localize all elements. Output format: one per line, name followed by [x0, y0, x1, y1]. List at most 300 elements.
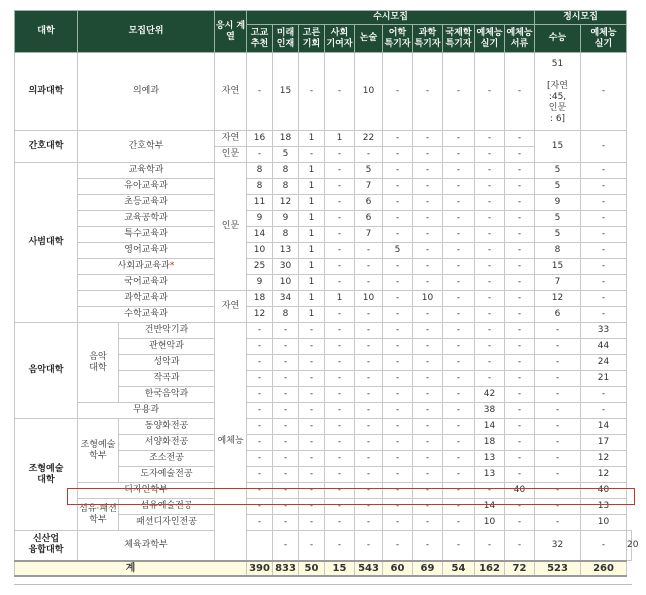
total-susi-value: 72: [505, 561, 535, 576]
header-susi-col: 사회 기여자: [325, 25, 355, 53]
cell-susi-value: 1: [299, 163, 325, 179]
cell-susi-value: 1: [299, 259, 325, 275]
cell-susi-value: -: [443, 163, 475, 179]
cell-susi-value: 10: [273, 275, 299, 291]
cell-susi-value: 10: [475, 515, 505, 531]
cell-susi-value: -: [505, 499, 535, 515]
cell-susi-value: -: [443, 435, 475, 451]
table-row: [15, 53, 632, 131]
cell-susi-value: -: [505, 131, 535, 147]
total-susi-value: 50: [299, 561, 325, 576]
cell-susi-value: -: [505, 147, 535, 163]
total-susi-value: 162: [475, 561, 505, 576]
cell-jeongsi-value: -: [581, 291, 627, 307]
cell-susi-value: -: [383, 195, 413, 211]
cell-susi-value: -: [325, 355, 355, 371]
cell-susi-value: -: [299, 339, 325, 355]
cell-susi-value: -: [443, 275, 475, 291]
cell-susi-value: -: [505, 371, 535, 387]
cell-susi-value: 8: [273, 227, 299, 243]
cell-susi-value: 1: [299, 243, 325, 259]
header-unit: 모집단위: [78, 11, 215, 53]
table-row: [15, 211, 632, 227]
unit-cell: 특수교육과: [78, 227, 215, 243]
cell-susi-value: -: [413, 387, 443, 403]
cell-susi-value: -: [299, 451, 325, 467]
cell-susi-value: -: [355, 419, 383, 435]
unit-cell: 초등교육과: [78, 195, 215, 211]
cell-susi-value: -: [325, 339, 355, 355]
cell-susi-value: -: [273, 451, 299, 467]
cell-susi-value: -: [247, 451, 273, 467]
track-cell: 자연: [215, 131, 247, 147]
total-label: 계: [15, 561, 247, 576]
cell-jeongsi-value: -: [535, 323, 581, 339]
cell-susi-value: -: [413, 323, 443, 339]
cell-jeongsi-value: 15: [535, 259, 581, 275]
cell-susi-value: -: [505, 339, 535, 355]
cell-susi-value: -: [443, 179, 475, 195]
cell-susi-value: 38: [475, 403, 505, 419]
cell-susi-value: -: [355, 499, 383, 515]
cell-susi-value: -: [355, 275, 383, 291]
cell-susi-value: -: [325, 483, 355, 499]
cell-susi-value: 12: [247, 307, 273, 323]
cell-jeongsi-value: -: [581, 275, 627, 291]
cell-susi-value: -: [475, 531, 505, 561]
cell-susi-value: -: [247, 147, 273, 163]
cell-susi-value: -: [413, 195, 443, 211]
cell-susi-value: -: [355, 243, 383, 259]
cell-susi-value: -: [475, 227, 505, 243]
cell-susi-value: -: [505, 275, 535, 291]
cell-susi-value: -: [325, 211, 355, 227]
cell-susi-value: 5: [383, 243, 413, 259]
cell-susi-value: -: [505, 53, 535, 131]
cell-susi-value: -: [325, 147, 355, 163]
header-track: 응시 계열: [215, 11, 247, 53]
cell-jeongsi-value: -: [535, 419, 581, 435]
cell-susi-value: -: [273, 323, 299, 339]
cell-jeongsi-value: 33: [581, 323, 627, 339]
header-susi-col: 국제학 특기자: [443, 25, 475, 53]
cell-susi-value: -: [247, 355, 273, 371]
table-row: [15, 419, 632, 435]
cell-susi-value: 1: [299, 307, 325, 323]
track-cell: 예체능: [215, 323, 247, 561]
cell-susi-value: -: [299, 515, 325, 531]
cell-susi-value: 18: [475, 435, 505, 451]
cell-jeongsi-value: -: [535, 403, 581, 419]
cell-susi-value: -: [247, 387, 273, 403]
total-susi-value: 833: [273, 561, 299, 576]
cell-jeongsi-value: -: [581, 243, 627, 259]
cell-susi-value: -: [355, 435, 383, 451]
cell-susi-value: -: [383, 227, 413, 243]
cell-susi-value: -: [383, 53, 413, 131]
cell-susi-value: -: [443, 451, 475, 467]
cell-susi-value: -: [505, 195, 535, 211]
total-susi-value: 15: [325, 561, 355, 576]
cell-susi-value: -: [505, 467, 535, 483]
unit-cell: 패션디자인전공: [119, 515, 215, 531]
cell-susi-value: -: [443, 227, 475, 243]
cell-susi-value: -: [505, 451, 535, 467]
cell-jeongsi-value: -: [581, 211, 627, 227]
cell-susi-value: -: [413, 227, 443, 243]
subdivision-cell: 섬유·패션 학부: [78, 499, 119, 531]
cell-susi-value: -: [443, 467, 475, 483]
unit-cell: 동양화전공: [119, 419, 215, 435]
cell-susi-value: 1: [325, 291, 355, 307]
cell-susi-value: -: [273, 371, 299, 387]
cell-jeongsi-value: -: [581, 53, 627, 131]
cell-susi-value: -: [273, 387, 299, 403]
table-row: [15, 227, 632, 243]
cell-susi-value: -: [273, 483, 299, 499]
cell-susi-value: -: [505, 227, 535, 243]
cell-susi-value: -: [299, 53, 325, 131]
table-row: [15, 291, 632, 307]
cell-susi-value: -: [355, 387, 383, 403]
cell-susi-value: -: [383, 435, 413, 451]
cell-susi-value: -: [383, 531, 413, 561]
cell-susi-value: -: [273, 355, 299, 371]
unit-cell: 서양화전공: [119, 435, 215, 451]
cell-jeongsi-value: -: [535, 515, 581, 531]
track-cell: 인문: [215, 163, 247, 291]
cell-jeongsi-value: -: [581, 227, 627, 243]
cell-jeongsi-value: 40: [581, 483, 627, 499]
cell-susi-value: -: [325, 387, 355, 403]
cell-susi-value: 10: [355, 53, 383, 131]
cell-jeongsi-value: -: [535, 467, 581, 483]
cell-susi-value: -: [325, 195, 355, 211]
cell-susi-value: -: [443, 371, 475, 387]
table-row: [15, 179, 632, 195]
cell-susi-value: -: [325, 451, 355, 467]
total-jeongsi-value: 523: [535, 561, 581, 576]
cell-susi-value: 9: [247, 211, 273, 227]
cell-susi-value: -: [355, 515, 383, 531]
cell-jeongsi-value: 20: [627, 531, 632, 561]
unit-cell: 성악과: [119, 355, 215, 371]
cell-susi-value: -: [413, 355, 443, 371]
cell-susi-value: -: [325, 371, 355, 387]
unit-cell: 한국음악과: [119, 387, 215, 403]
unit-cell: 건반악기과: [119, 323, 215, 339]
cell-susi-value: -: [443, 403, 475, 419]
cell-susi-value: -: [355, 467, 383, 483]
cell-susi-value: -: [383, 307, 413, 323]
college-cell: 신산업 융합대학: [15, 531, 78, 561]
subdivision-cell: 음악 대학: [78, 323, 119, 403]
cell-susi-value: -: [299, 387, 325, 403]
cell-susi-value: 14: [475, 419, 505, 435]
cell-susi-value: -: [443, 307, 475, 323]
cell-susi-value: 22: [355, 131, 383, 147]
cell-susi-value: -: [413, 419, 443, 435]
cell-susi-value: 34: [273, 291, 299, 307]
cell-susi-value: -: [443, 531, 475, 561]
cell-susi-value: -: [383, 483, 413, 499]
cell-susi-value: -: [505, 515, 535, 531]
cell-jeongsi-value: -: [535, 483, 581, 499]
cell-susi-value: -: [413, 307, 443, 323]
cell-susi-value: -: [413, 243, 443, 259]
cell-susi-value: 16: [247, 131, 273, 147]
cell-susi-value: -: [383, 387, 413, 403]
cell-susi-value: -: [413, 339, 443, 355]
cell-susi-value: -: [273, 531, 299, 561]
cell-jeongsi-value: -: [581, 179, 627, 195]
cell-susi-value: 1: [299, 275, 325, 291]
cell-susi-value: 8: [273, 163, 299, 179]
cell-susi-value: -: [505, 291, 535, 307]
cell-susi-value: 5: [273, 147, 299, 163]
cell-susi-value: -: [413, 403, 443, 419]
cell-jeongsi-value: 12: [581, 451, 627, 467]
cell-susi-value: -: [443, 147, 475, 163]
cell-jeongsi-value: 17: [581, 435, 627, 451]
cell-susi-value: -: [247, 53, 273, 131]
table-row: [15, 307, 632, 323]
cell-susi-value: -: [475, 371, 505, 387]
cell-susi-value: 7: [355, 227, 383, 243]
cell-susi-value: -: [443, 515, 475, 531]
cell-jeongsi-value: -: [581, 131, 627, 163]
cell-jeongsi-value: 51 [자연 :45, 인문 : 6]: [535, 53, 581, 131]
cell-susi-value: 13: [475, 451, 505, 467]
total-jeongsi-value: 260: [581, 561, 627, 576]
cell-susi-value: -: [383, 291, 413, 307]
cell-jeongsi-value: 10: [581, 515, 627, 531]
cell-susi-value: -: [443, 339, 475, 355]
cell-susi-value: 8: [247, 179, 273, 195]
cell-susi-value: -: [475, 131, 505, 147]
cell-susi-value: -: [299, 435, 325, 451]
cell-jeongsi-value: -: [581, 195, 627, 211]
header-susi-col: 예체능 실기: [475, 25, 505, 53]
unit-cell: 간호학부: [78, 131, 215, 163]
cell-jeongsi-value: 44: [581, 339, 627, 355]
cell-susi-value: -: [325, 531, 355, 561]
header-college: 대학: [15, 11, 78, 53]
cell-susi-value: -: [413, 515, 443, 531]
cell-susi-value: -: [273, 467, 299, 483]
cell-susi-value: -: [325, 515, 355, 531]
cell-jeongsi-value: 5: [535, 211, 581, 227]
cell-jeongsi-value: 13: [581, 499, 627, 515]
cell-susi-value: -: [325, 53, 355, 131]
cell-susi-value: -: [355, 339, 383, 355]
cell-susi-value: -: [325, 163, 355, 179]
cell-jeongsi-value: -: [581, 163, 627, 179]
cell-susi-value: -: [383, 131, 413, 147]
cell-susi-value: -: [325, 179, 355, 195]
unit-cell: 교육학과: [78, 163, 215, 179]
cell-susi-value: -: [273, 419, 299, 435]
cell-susi-value: -: [383, 419, 413, 435]
cell-susi-value: 13: [475, 467, 505, 483]
cell-susi-value: -: [505, 323, 535, 339]
cell-susi-value: -: [299, 147, 325, 163]
cell-susi-value: -: [443, 419, 475, 435]
cell-susi-value: -: [355, 531, 383, 561]
cell-susi-value: -: [505, 307, 535, 323]
cell-susi-value: -: [383, 323, 413, 339]
college-cell: 간호대학: [15, 131, 78, 163]
cell-susi-value: -: [475, 147, 505, 163]
cell-susi-value: -: [355, 147, 383, 163]
cell-susi-value: -: [299, 323, 325, 339]
cell-susi-value: 12: [273, 195, 299, 211]
cell-susi-value: -: [325, 499, 355, 515]
cell-susi-value: 14: [247, 227, 273, 243]
cell-susi-value: -: [475, 53, 505, 131]
bottom-rule: [14, 584, 632, 585]
cell-jeongsi-value: -: [535, 387, 581, 403]
cell-jeongsi-value: 6: [535, 307, 581, 323]
cell-susi-value: 6: [355, 195, 383, 211]
cell-jeongsi-value: 5: [535, 163, 581, 179]
cell-susi-value: -: [247, 419, 273, 435]
cell-susi-value: -: [475, 275, 505, 291]
table-row: [15, 499, 632, 515]
cell-jeongsi-value: 5: [535, 179, 581, 195]
cell-susi-value: 9: [247, 275, 273, 291]
header-jeongsi: 정시모집: [535, 11, 627, 25]
cell-susi-value: -: [505, 163, 535, 179]
cell-susi-value: 5: [355, 163, 383, 179]
cell-susi-value: -: [475, 291, 505, 307]
cell-susi-value: -: [299, 499, 325, 515]
table-row: [15, 531, 632, 561]
college-cell: 의과대학: [15, 53, 78, 131]
cell-jeongsi-value: -: [581, 531, 627, 561]
header-jeongsi-col: 예체능 실기: [581, 25, 627, 53]
cell-jeongsi-value: -: [581, 387, 627, 403]
table-row: [15, 275, 632, 291]
cell-susi-value: -: [325, 403, 355, 419]
cell-susi-value: -: [443, 259, 475, 275]
cell-susi-value: -: [299, 483, 325, 499]
cell-susi-value: -: [475, 195, 505, 211]
cell-susi-value: -: [413, 499, 443, 515]
unit-cell: 유아교육과: [78, 179, 215, 195]
cell-jeongsi-value: -: [535, 435, 581, 451]
college-cell: 사범대학: [15, 163, 78, 323]
cell-susi-value: -: [443, 243, 475, 259]
cell-susi-value: -: [505, 355, 535, 371]
header-susi-col: 미래 인재: [273, 25, 299, 53]
cell-susi-value: -: [413, 147, 443, 163]
college-cell: 조형예술 대학: [15, 419, 78, 531]
cell-susi-value: -: [475, 211, 505, 227]
cell-susi-value: -: [383, 371, 413, 387]
header-susi-col: 논술: [355, 25, 383, 53]
cell-susi-value: 1: [299, 195, 325, 211]
cell-susi-value: -: [383, 339, 413, 355]
cell-susi-value: 1: [299, 179, 325, 195]
cell-jeongsi-value: -: [581, 307, 627, 323]
unit-cell: 수학교육과: [78, 307, 215, 323]
track-cell: 자연: [215, 53, 247, 131]
cell-susi-value: 1: [299, 291, 325, 307]
cell-susi-value: -: [355, 307, 383, 323]
cell-susi-value: -: [505, 259, 535, 275]
cell-susi-value: -: [299, 531, 325, 561]
cell-jeongsi-value: -: [535, 371, 581, 387]
cell-susi-value: -: [247, 499, 273, 515]
cell-susi-value: -: [413, 467, 443, 483]
track-cell: [247, 531, 273, 561]
cell-jeongsi-value: -: [581, 259, 627, 275]
cell-susi-value: -: [413, 435, 443, 451]
cell-susi-value: -: [355, 371, 383, 387]
cell-susi-value: -: [355, 355, 383, 371]
cell-susi-value: -: [505, 387, 535, 403]
cell-susi-value: -: [475, 339, 505, 355]
cell-susi-value: 14: [475, 499, 505, 515]
cell-susi-value: -: [413, 371, 443, 387]
cell-susi-value: -: [299, 355, 325, 371]
cell-susi-value: -: [443, 195, 475, 211]
cell-jeongsi-value: -: [535, 339, 581, 355]
header-susi-col: 어학 특기자: [383, 25, 413, 53]
track-cell: 자연: [215, 291, 247, 323]
unit-cell: 과학교육과: [78, 291, 215, 307]
table-row: [15, 195, 632, 211]
cell-susi-value: 11: [247, 195, 273, 211]
cell-susi-value: 40: [505, 483, 535, 499]
cell-susi-value: -: [383, 259, 413, 275]
cell-susi-value: -: [383, 403, 413, 419]
cell-susi-value: -: [325, 275, 355, 291]
cell-susi-value: -: [355, 259, 383, 275]
table-row: [15, 403, 632, 419]
cell-susi-value: 15: [273, 53, 299, 131]
cell-susi-value: -: [443, 355, 475, 371]
cell-susi-value: -: [325, 419, 355, 435]
cell-susi-value: -: [383, 467, 413, 483]
cell-susi-value: -: [299, 371, 325, 387]
cell-jeongsi-value: 24: [581, 355, 627, 371]
cell-susi-value: -: [383, 499, 413, 515]
cell-susi-value: -: [443, 483, 475, 499]
cell-susi-value: -: [247, 483, 273, 499]
cell-jeongsi-value: 12: [581, 467, 627, 483]
cell-susi-value: -: [383, 211, 413, 227]
cell-susi-value: -: [355, 403, 383, 419]
cell-susi-value: -: [273, 515, 299, 531]
cell-susi-value: -: [413, 451, 443, 467]
cell-susi-value: -: [505, 243, 535, 259]
cell-susi-value: -: [325, 467, 355, 483]
cell-susi-value: -: [299, 467, 325, 483]
cell-susi-value: -: [383, 275, 413, 291]
cell-susi-value: -: [505, 179, 535, 195]
track-cell: 인문: [215, 147, 247, 163]
cell-susi-value: -: [443, 499, 475, 515]
unit-cell: 무용과: [78, 403, 215, 419]
header-jeongsi-col: 수능: [535, 25, 581, 53]
asterisk-mark: *: [169, 261, 175, 271]
cell-susi-value: -: [505, 531, 535, 561]
cell-susi-value: 1: [299, 131, 325, 147]
header-susi-col: 과학 특기자: [413, 25, 443, 53]
cell-susi-value: -: [325, 435, 355, 451]
